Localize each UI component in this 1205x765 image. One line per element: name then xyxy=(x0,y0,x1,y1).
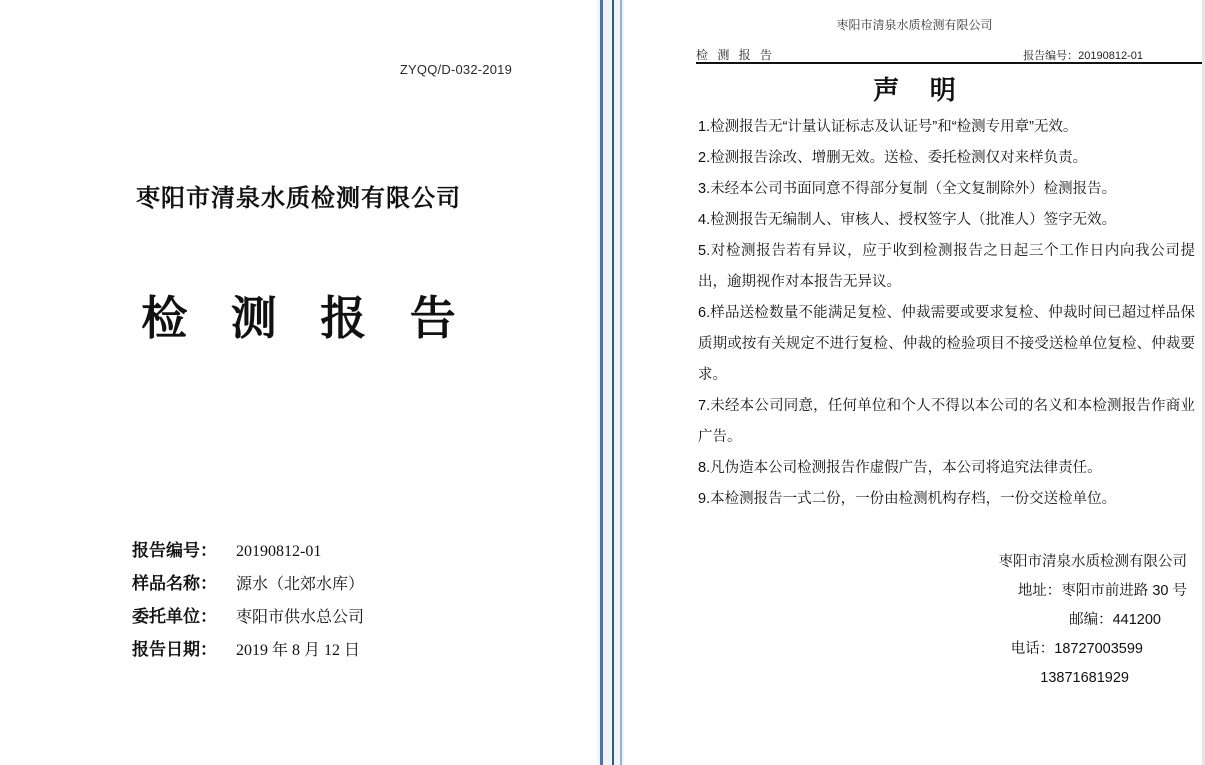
signature-phone-secondary: 13871681929 xyxy=(1040,670,1129,686)
cover-field-label: 样品名称： xyxy=(132,574,217,593)
cover-field-report-date xyxy=(132,635,532,659)
statement-title: 声 明 xyxy=(873,76,968,105)
statement-item: 6.样品送检数量不能满足复检、仲裁需要或要求复检、仲裁时间已超过样品保质期或按有关规定不进行复检、仲裁的检验项目不接受送检单位复检、仲裁要求。 xyxy=(698,305,1195,383)
statement-header-left: 检 测 报 告 xyxy=(696,48,776,62)
gutter-stripe-light xyxy=(620,0,622,765)
statement-item: 1.检测报告无“计量认证标志及认证号”和“检测专用章”无效。 xyxy=(698,119,1078,135)
signature-company: 枣阳市清泉水质检测有限公司 xyxy=(998,554,1187,570)
statement-item: 2.检测报告涂改、增删无效。送检、委托检测仅对来样负责。 xyxy=(698,150,1088,166)
cover-field-value: 枣阳市供水总公司 xyxy=(236,609,365,626)
statement-header-report-no: 报告编号：20190812-01 xyxy=(1023,50,1143,62)
statement-item: 4.检测报告无编制人、审核人、授权签字人（批准人）签字无效。 xyxy=(698,212,1117,228)
cover-field-value: 源水（北郊水库） xyxy=(236,576,365,593)
statement-item: 7.未经本公司同意，任何单位和个人不得以本公司的名义和本检测报告作商业广告。 xyxy=(698,398,1195,445)
cover-field-report-no xyxy=(132,536,532,560)
statement-header-rule xyxy=(696,62,1204,64)
gutter-stripe-dark xyxy=(612,0,614,765)
cover-report-title: 检 测 报 告 xyxy=(141,293,472,344)
cover-field-sample-name xyxy=(132,569,532,593)
cover-field-label: 委托单位： xyxy=(132,607,217,626)
cover-field-label: 报告编号： xyxy=(132,541,217,560)
statement-page xyxy=(624,0,1205,765)
signature-address: 地址：枣阳市前进路 30 号 xyxy=(1017,583,1187,599)
statement-header-company: 枣阳市清泉水质检测有限公司 xyxy=(836,18,993,32)
cover-field-value: 20190812-01 xyxy=(236,543,322,560)
statement-item-list xyxy=(698,112,1195,515)
statement-item: 9.本检测报告一式二份，一份由检测机构存档，一份交送检单位。 xyxy=(698,491,1117,507)
statement-item: 8.凡伪造本公司检测报告作虚假广告，本公司将追究法律责任。 xyxy=(698,460,1102,476)
cover-field-label: 报告日期： xyxy=(132,640,217,659)
statement-item: 3.未经本公司书面同意不得部分复制（全文复制除外）检测报告。 xyxy=(698,181,1117,197)
statement-signature-block xyxy=(698,548,1195,693)
statement-header-row xyxy=(696,46,1143,63)
cover-field-client xyxy=(132,602,532,626)
signature-phone-primary: 电话：18727003599 xyxy=(1010,641,1143,657)
cover-company-name: 枣阳市清泉水质检测有限公司 xyxy=(136,186,461,212)
statement-item: 5.对检测报告若有异议，应于收到检测报告之日起三个工作日内向我公司提出，逾期视作对本报告无异议。 xyxy=(698,243,1195,290)
document-code: ZYQQ/D-032-2019 xyxy=(399,62,512,77)
gutter-stripe-mid xyxy=(600,0,603,765)
cover-page xyxy=(0,0,597,765)
signature-postcode: 邮编：441200 xyxy=(1069,612,1161,628)
cover-field-list xyxy=(132,536,532,668)
cover-field-value: 2019 年 8 月 12 日 xyxy=(236,642,361,659)
